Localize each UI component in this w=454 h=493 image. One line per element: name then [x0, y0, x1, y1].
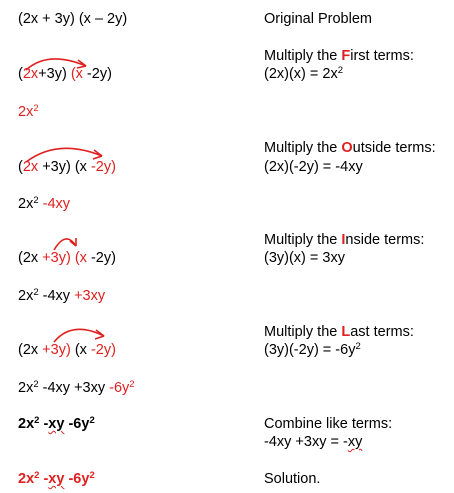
first-terms-product: $(2x)(x) = 2x^2$: [264, 65, 344, 82]
outside-terms-product: (2x)(-2y) = -4xy: [264, 159, 363, 175]
outside-terms-expression: (2x +3y) (x -2y): [18, 159, 116, 175]
combine-heading: Combine like terms:: [264, 416, 393, 432]
combine-computation: -4xy +3xy = -xy: [264, 434, 363, 450]
first-terms-expression: (2x+3y) (x -2y): [18, 66, 112, 82]
last-terms-heading: Multiply the Last terms:: [264, 324, 414, 340]
last-terms-product: $(3y)(-2y) = -6y^2$: [264, 341, 361, 358]
original-expression: (2x + 3y) (x – 2y): [18, 11, 128, 27]
inside-terms-result: $2x^2$ -4xy +3xy: [18, 287, 106, 304]
last-terms-expression: (2x +3y) (x -2y): [18, 342, 116, 358]
outside-terms-result: $2x^2$ -4xy: [18, 195, 71, 212]
last-terms-result: $2x^2$ -4xy +3xy $-6y^2$: [18, 379, 135, 396]
inside-terms-product: (3y)(x) = 3xy: [264, 250, 345, 266]
combined-expression: $2x^2$ -xy $-6y^2$: [18, 415, 95, 432]
first-terms-result: $2x^2$: [18, 103, 39, 120]
solution-expression: $2x^2$ -xy $-6y^2$: [18, 470, 95, 487]
solution-label: Solution.: [264, 471, 321, 487]
original-problem-label: Original Problem: [264, 11, 372, 27]
outside-terms-heading: Multiply the Outside terms:: [264, 140, 436, 156]
inside-terms-heading: Multiply the Inside terms:: [264, 232, 425, 248]
first-terms-heading: Multiply the First terms:: [264, 48, 414, 64]
inside-terms-expression: (2x +3y) (x -2y): [18, 250, 116, 266]
